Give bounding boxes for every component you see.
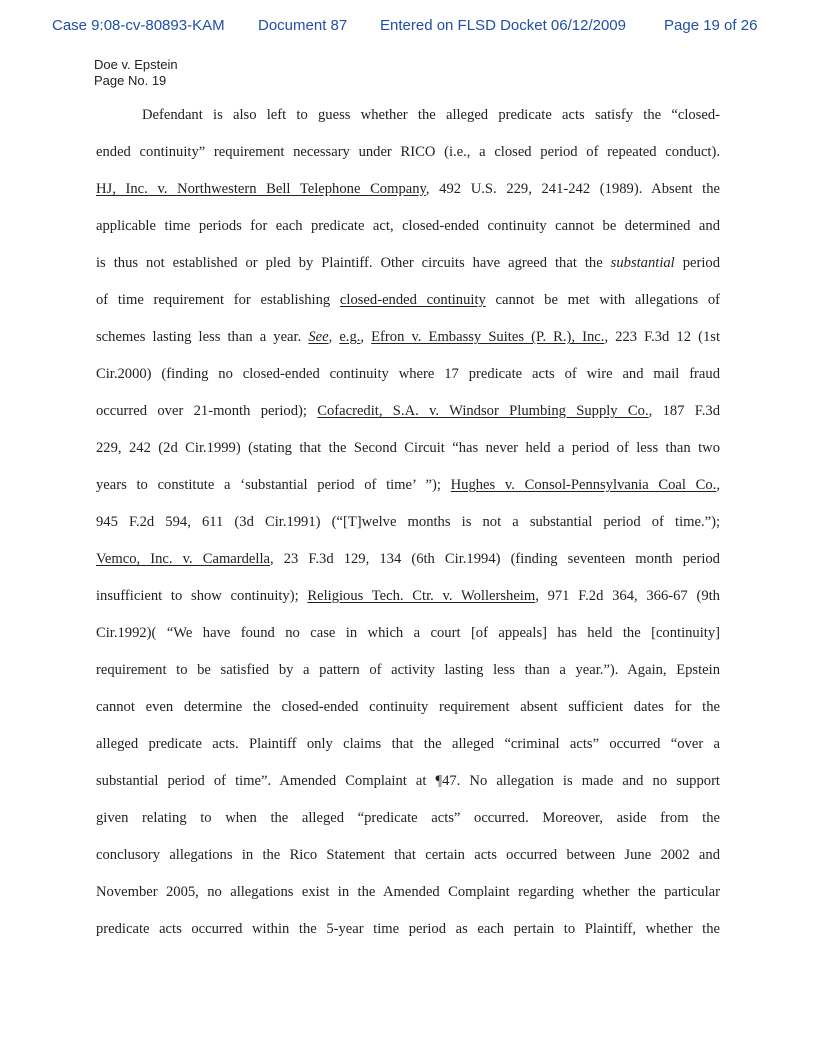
text-line bbox=[96, 549, 720, 586]
text-run: occurred over 21-month period); bbox=[96, 403, 318, 419]
text-run: ended continuity” requirement necessary under RICO (i.e., a closed period of repeated conduct). bbox=[96, 144, 720, 160]
text-run: period bbox=[674, 255, 720, 271]
text-run: , 23 F.3d 129, 134 (6th Cir.1994) (finding seventeen month period bbox=[270, 551, 720, 567]
text-line bbox=[96, 512, 720, 549]
text-line bbox=[96, 290, 720, 327]
case-citation: See bbox=[308, 329, 329, 345]
body-text bbox=[96, 105, 720, 956]
text-run: , bbox=[360, 329, 372, 345]
text-run: cannot be met with allegations of bbox=[485, 292, 720, 308]
text-run: cannot even determine the closed-ended continuity requirement absent sufficient dates for the bbox=[96, 699, 720, 715]
case-citation: Efron v. Embassy Suites (P. R.), Inc. bbox=[371, 329, 605, 345]
text-run: alleged predicate acts. Plaintiff only claims that the alleged “criminal acts” occurred “over a bbox=[96, 736, 720, 752]
case-citation: e.g. bbox=[339, 329, 361, 345]
stamp-page-count: Page 19 of 26 bbox=[664, 17, 758, 34]
text-line bbox=[96, 327, 720, 364]
case-citation: Religious Tech. Ctr. v. Wollersheim bbox=[307, 588, 536, 604]
text-line bbox=[96, 216, 720, 253]
page-caption bbox=[94, 57, 178, 89]
text-run: schemes lasting less than a year. bbox=[96, 329, 309, 345]
text-line bbox=[96, 771, 720, 808]
text-line bbox=[96, 623, 720, 660]
text-run: 945 F.2d 594, 611 (3d Cir.1991) (“[T]welve months is not a substantial period of time.”); bbox=[96, 514, 720, 530]
text-line bbox=[96, 697, 720, 734]
text-run: conclusory allegations in the Rico Statement that certain acts occurred between June 2002 and bbox=[96, 847, 720, 863]
text-run: Cir.1992)( “We have found no case in which a court [of appeals] has held the [continuity] bbox=[96, 625, 720, 641]
text-line bbox=[96, 586, 720, 623]
text-line bbox=[96, 808, 720, 845]
text-run: of time requirement for establishing bbox=[96, 292, 340, 308]
case-citation: closed-ended continuity bbox=[339, 292, 486, 308]
text-line bbox=[96, 438, 720, 475]
text-line bbox=[96, 475, 720, 512]
text-line bbox=[96, 882, 720, 919]
text-run: Defendant is also left to guess whether the alleged predicate acts satisfy the “closed- bbox=[142, 107, 720, 123]
caption-page-number: Page No. 19 bbox=[94, 73, 167, 88]
text-run: years to constitute a ‘substantial period of time’ ”); bbox=[96, 477, 451, 493]
text-line bbox=[96, 105, 720, 142]
text-line bbox=[96, 364, 720, 401]
text-line bbox=[96, 401, 720, 438]
text-run: given relating to when the alleged “predicate acts” occurred. Moreover, aside from the bbox=[96, 810, 720, 826]
case-citation: Vemco, Inc. v. Camardella bbox=[96, 551, 270, 567]
stamp-entered-date: Entered on FLSD Docket 06/12/2009 bbox=[380, 17, 626, 34]
emphasis-text: substantial bbox=[610, 255, 675, 271]
text-line bbox=[96, 845, 720, 882]
text-run: , bbox=[716, 477, 721, 493]
text-line bbox=[96, 142, 720, 179]
text-line bbox=[96, 660, 720, 697]
text-run: , 223 F.3d 12 (1st bbox=[604, 329, 720, 345]
case-citation: Cofacredit, S.A. v. Windsor Plumbing Supply Co. bbox=[317, 403, 649, 419]
text-run: , 187 F.3d bbox=[648, 403, 720, 419]
case-citation: HJ, Inc. v. Northwestern Bell Telephone Company bbox=[96, 181, 426, 197]
text-line bbox=[96, 734, 720, 771]
text-run: applicable time periods for each predicate act, closed-ended continuity cannot be determined and bbox=[96, 218, 720, 234]
stamp-case-number: Case 9:08-cv-80893-KAM bbox=[52, 17, 225, 34]
text-run: predicate acts occurred within the 5-year time period as each pertain to Plaintiff, whether the bbox=[96, 921, 720, 937]
text-line bbox=[96, 919, 720, 956]
text-line bbox=[96, 179, 720, 216]
text-run: , bbox=[328, 329, 340, 345]
text-run: , 492 U.S. 229, 241-242 (1989). Absent the bbox=[425, 181, 720, 197]
text-run: insufficient to show continuity); bbox=[96, 588, 308, 604]
text-run: is thus not established or pled by Plaintiff. Other circuits have agreed that the bbox=[96, 255, 611, 271]
caption-title: Doe v. Epstein bbox=[94, 57, 178, 72]
text-run: substantial period of time”. Amended Complaint at ¶47. No allegation is made and no support bbox=[96, 773, 720, 789]
text-run: November 2005, no allegations exist in the Amended Complaint regarding whether the particular bbox=[96, 884, 720, 900]
text-run: Cir.2000) (finding no closed-ended continuity where 17 predicate acts of wire and mail fraud bbox=[96, 366, 720, 382]
text-run: , 971 F.2d 364, 366-67 (9th bbox=[535, 588, 720, 604]
text-run: requirement to be satisfied by a pattern of activity lasting less than a year.”). Again, Epstein bbox=[96, 662, 720, 678]
stamp-document-number: Document 87 bbox=[258, 17, 348, 34]
text-run: 229, 242 (2d Cir.1999) (stating that the Second Circuit “has never held a period of less than two bbox=[96, 440, 720, 456]
text-line bbox=[96, 253, 720, 290]
case-citation: Hughes v. Consol-Pennsylvania Coal Co. bbox=[450, 477, 717, 493]
